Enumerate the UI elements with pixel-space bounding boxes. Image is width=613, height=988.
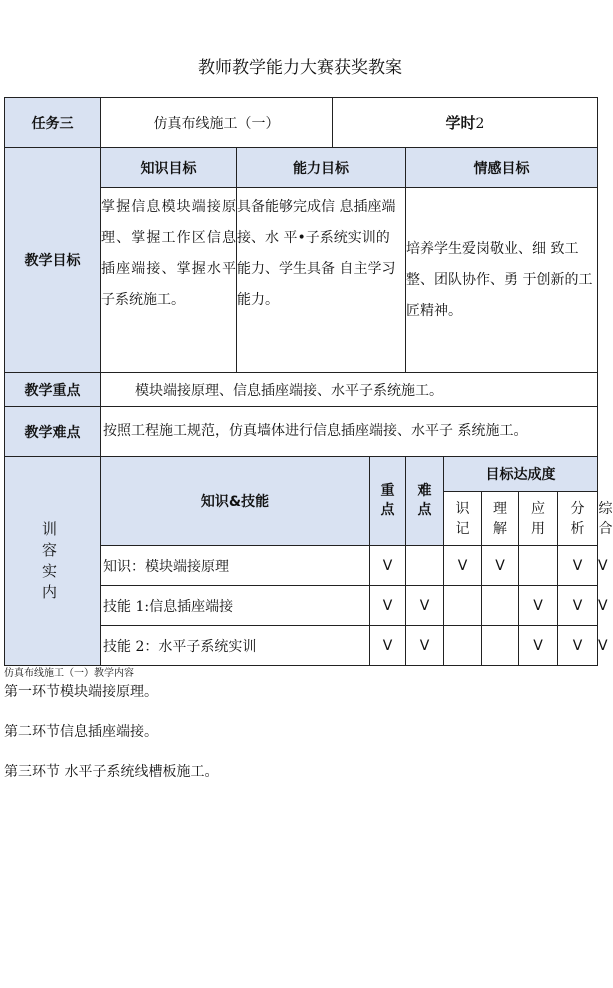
knowledge-objective-text: 掌握信息模块端接原理、掌握工作区信息插座端接、掌握水平子系统施工。 xyxy=(101,188,237,373)
difficult-header: 难点 xyxy=(406,457,444,546)
level-analyze: 分析 xyxy=(558,492,598,546)
mark-memorize xyxy=(444,626,482,666)
hours-label: 学时 xyxy=(445,114,476,132)
ability-objective-header: 能力目标 xyxy=(237,148,406,188)
skill-name: 技能 1:信息插座端接 xyxy=(101,586,370,626)
table-footer-note: 仿真布线施工（一）教学内容 xyxy=(4,668,134,679)
level-understand: 理解 xyxy=(482,492,519,546)
hours-cell xyxy=(333,98,598,148)
mark-understand xyxy=(482,626,519,666)
mark-difficult xyxy=(406,546,444,586)
table-row: 技能 1:信息插座端接 V V V V V xyxy=(5,586,598,626)
mark-memorize xyxy=(444,586,482,626)
level-memorize: 识记 xyxy=(444,492,482,546)
mark-analyze: V xyxy=(558,586,598,626)
step-1: 第一环节模块端接原理。 xyxy=(4,684,158,700)
key-points-label: 教学重点 xyxy=(5,373,101,407)
mark-understand xyxy=(482,586,519,626)
training-content-label: 训容实内 xyxy=(5,457,101,666)
mark-analyze: V xyxy=(558,546,598,586)
difficulties-text: 按照工程施工规范，仿真墙体进行信息插座端接、水平子 系统施工。 xyxy=(101,407,598,457)
key-points-text: 模块端接原理、信息插座端接、水平子系统施工。 xyxy=(101,373,598,407)
objectives-label: 教学目标 xyxy=(5,148,101,373)
task-name: 仿真布线施工（一） xyxy=(101,98,333,148)
key-header: 重点 xyxy=(370,457,406,546)
target-achievement-header: 目标达成度 xyxy=(444,457,598,492)
mark-understand: V xyxy=(482,546,519,586)
document-title: 教师教学能力大赛获奖教案 xyxy=(198,58,402,78)
step-2: 第二环节信息插座端接。 xyxy=(4,724,158,740)
emotion-objective-text: 培养学生爱岗敬业、细 致工整、团队协作、勇 于创新的工匠精神。 xyxy=(406,188,598,373)
step-3: 第三环节 水平子系统线槽板施工。 xyxy=(4,764,219,780)
skill-name: 知识：模块端接原理 xyxy=(101,546,370,586)
hours-value: 2 xyxy=(475,116,485,132)
skill-name: 技能 2：水平子系统实训 xyxy=(101,626,370,666)
difficulties-label: 教学难点 xyxy=(5,407,101,457)
mark-apply xyxy=(519,546,558,586)
mark-apply: V xyxy=(519,626,558,666)
knowledge-skill-header: 知识&技能 xyxy=(101,457,370,546)
level-apply: 应用 xyxy=(519,492,558,546)
mark-key: V xyxy=(370,626,406,666)
mark-difficult: V xyxy=(406,586,444,626)
mark-apply: V xyxy=(519,586,558,626)
table-row: 技能 2：水平子系统实训 V V V V V xyxy=(5,626,598,666)
mark-key: V xyxy=(370,546,406,586)
lesson-plan-table: 任务三 仿真布线施工（一） 学时2 教学目标 知识目标 能力目标 情感目标 掌握信息模块端接原理、掌握工作区信息插座端接、掌握水平子系统施工。 具备能够完成信 息插座端接、水 平•子系统实训的 能力、学生具备 自主学习能力。 培养学生爱岗敬业、细 致工整、团队协作、勇 于创新的工匠精神。 教学重点 模块端接原理、信息插座端接、水平子系统施工。 教学难点 按照工程施工规范，仿真墙体进行信息插座端接、水平子 系统施工。 训容实内 知识&技能 重点 难点 目标达成度 识记 理解 应用 分析 综合 知识：模块端接原理 V V V V V 技能 1:信息插座端接 V V V V V 技能 2：水平子系统实训 V V V V V xyxy=(4,97,598,666)
task-label: 任务三 xyxy=(5,98,101,148)
emotion-objective-header: 情感目标 xyxy=(406,148,598,188)
mark-difficult: V xyxy=(406,626,444,666)
table-row: 知识：模块端接原理 V V V V V xyxy=(5,546,598,586)
mark-key: V xyxy=(370,586,406,626)
knowledge-objective-header: 知识目标 xyxy=(101,148,237,188)
mark-analyze: V xyxy=(558,626,598,666)
ability-objective-text: 具备能够完成信 息插座端接、水 平•子系统实训的 能力、学生具备 自主学习能力。 xyxy=(237,188,406,373)
mark-memorize: V xyxy=(444,546,482,586)
